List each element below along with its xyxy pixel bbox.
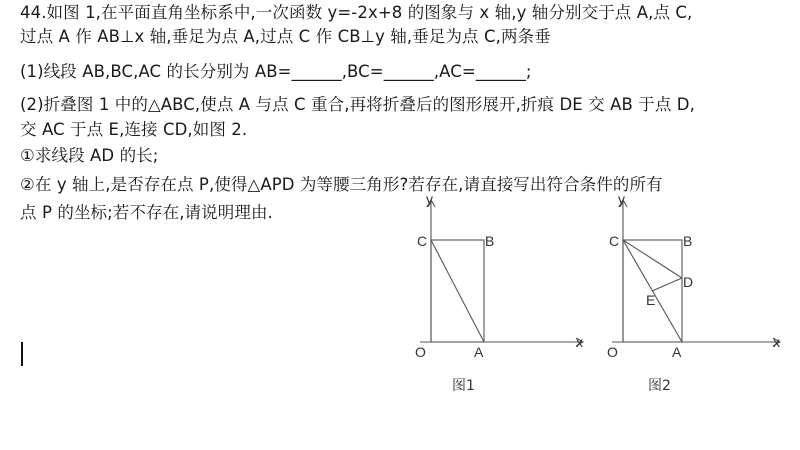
label-y: y (618, 191, 625, 207)
line-cd (623, 240, 682, 278)
figure-1-caption: 图1 (452, 378, 475, 394)
question-2-line-2: 交 AC 于点 E,连接 CD,如图 2. (20, 120, 248, 139)
figure-2-caption: 图2 (648, 378, 671, 394)
figure-1 (410, 192, 590, 402)
label-a: A (672, 344, 682, 360)
line-ca (431, 240, 484, 342)
label-y: y (426, 191, 433, 207)
label-x: x (576, 334, 583, 350)
sub-question-2-line-2: 点 P 的坐标;若不存在,请说明理由. (20, 203, 273, 222)
problem-line-2: 过点 A 作 AB⊥x 轴,垂足为点 A,过点 C 作 CB⊥y 轴,垂足为点 C,两条垂 (20, 27, 551, 46)
label-x: x (773, 334, 780, 350)
crease-de (652, 278, 682, 291)
text-fade-overlay (590, 22, 670, 50)
label-o: O (415, 344, 426, 360)
problem-line-1: 44.如图 1,在平面直角坐标系中,一次函数 y=-2x+8 的图象与 x 轴,y 轴分别交于点 A,点 C, (20, 3, 693, 22)
label-a: A (474, 344, 484, 360)
question-2-line-1: (2)折叠图 1 中的△ABC,使点 A 与点 C 重合,再将折叠后的图形展开,折痕 DE 交 AB 于点 D, (20, 95, 695, 114)
label-c: C (417, 233, 428, 249)
text-cursor (21, 342, 23, 366)
label-o: O (607, 344, 618, 360)
label-e: E (646, 292, 656, 308)
label-d: D (683, 274, 694, 290)
figure-2 (602, 192, 792, 402)
sub-question-2-line-1: ②在 y 轴上,是否存在点 P,使得△APD 为等腰三角形?若存在,请直接写出符合条件的所有 (20, 175, 663, 194)
label-b: B (485, 233, 495, 249)
label-c: C (609, 233, 620, 249)
sub-question-1: ①求线段 AD 的长; (20, 146, 159, 165)
label-b: B (683, 233, 693, 249)
question-1-line: (1)线段 AB,BC,AC 的长分别为 AB=______,BC=______,AC=______; (20, 62, 532, 81)
